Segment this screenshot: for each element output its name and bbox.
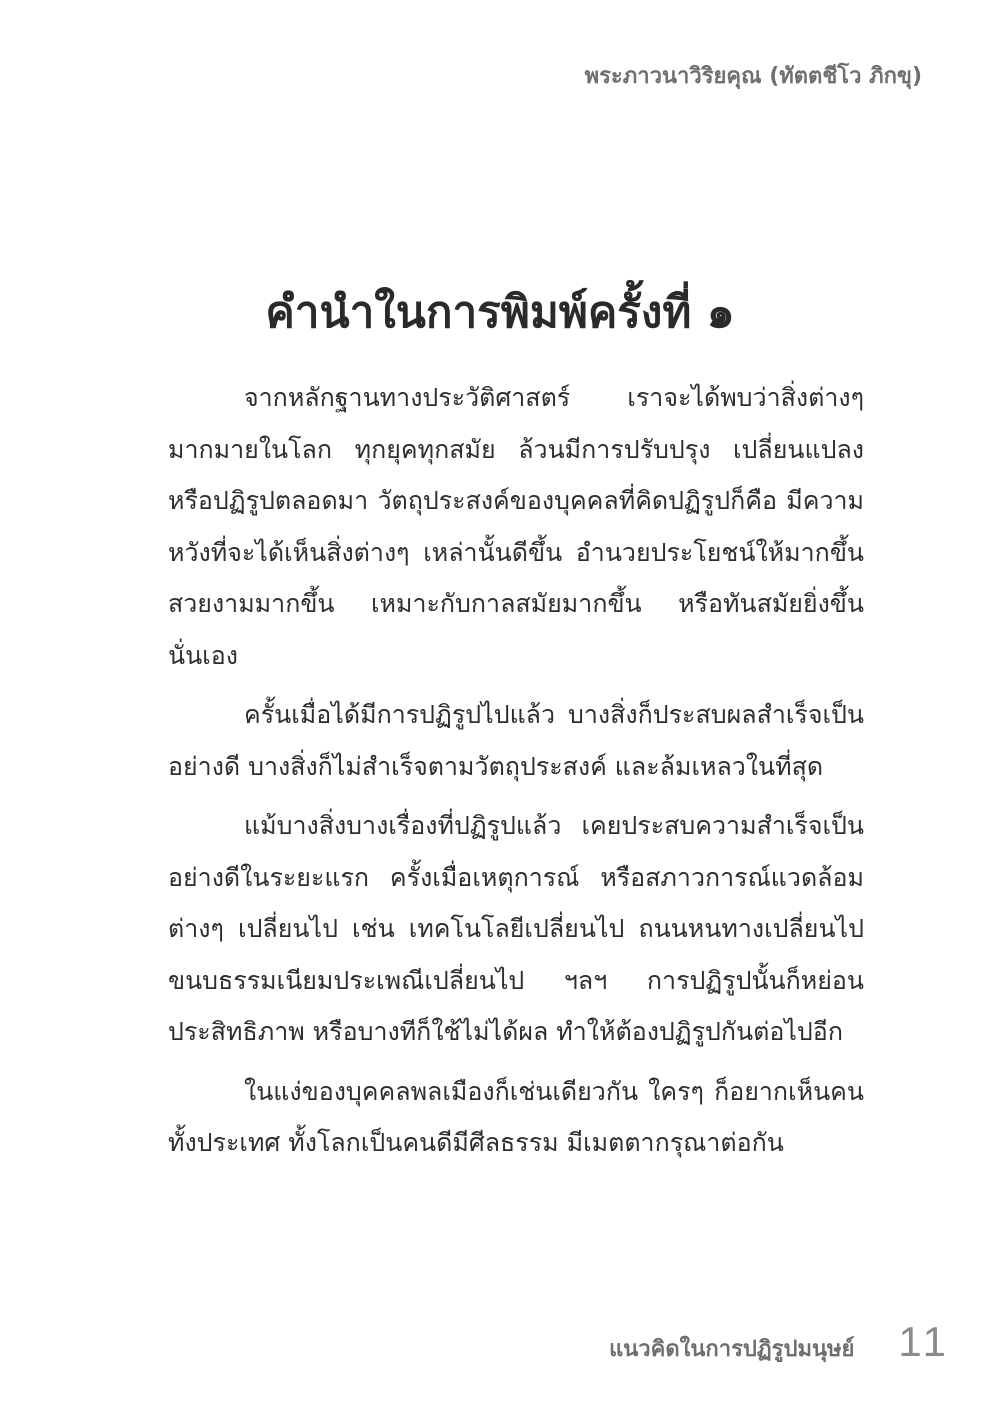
body-text bbox=[168, 372, 864, 1177]
paragraph-2: ครั้นเมื่อได้มีการปฏิรูปไปแล้ว บางสิ่งก็ประสบผลสำเร็จเป็นอย่างดี บางสิ่งก็ไม่สำเร็จตามวัตถุประสงค์ และล้มเหลวในที่สุด bbox=[168, 700, 864, 781]
paragraph-4: ในแง่ของบุคคลพลเมืองก็เช่นเดียวกัน ใครๆ ก็อยากเห็นคนทั้งประเทศ ทั้งโลกเป็นคนดีมีศีลธรรม มีเมตตากรุณาต่อกัน bbox=[168, 1076, 864, 1157]
page-title: คำนำในการพิมพ์ครั้งที่ ๑ bbox=[265, 287, 735, 339]
page-footer bbox=[609, 1318, 950, 1366]
paragraph-3: แม้บางสิ่งบางเรื่องที่ปฏิรูปแล้ว เคยประสบความสำเร็จเป็นอย่างดีในระยะแรก ครั้งเมื่อเหตุการณ์ หรือสภาวการณ์แวดล้อมต่างๆ เปลี่ยนไป เช่น เทคโนโลยีเปลี่ยนไป ถนนหนทางเปลี่ยนไป ขนบธรรมเนียมประเพณีเปลี่ยนไป ฯลฯ การปฏิรูปนั้นก็หย่อนประสิทธิภาพ หรือบางทีก็ใช้ไม่ได้ผล ทำให้ต้องปฏิรูปกันต่อไปอีก bbox=[168, 811, 864, 1046]
paragraph-1: จากหลักฐานทางประวัติศาสตร์ เราจะได้พบว่าสิ่งต่างๆ มากมายในโลก ทุกยุคทุกสมัย ล้วนมีการปรับปรุง เปลี่ยนแปลง หรือปฏิรูปตลอดมา วัตถุประสงค์ของบุคคลที่คิดปฏิรูปก็คือ มีความหวังที่จะได้เห็นสิ่งต่างๆ เหล่านั้นดีขึ้น อำนวยประโยชน์ให้มากขึ้น สวยงามมากขึ้น เหมาะกับกาลสมัยมากขึ้น หรือทันสมัยยิ่งขึ้นนั่นเอง bbox=[168, 383, 864, 670]
page-number: 11 bbox=[898, 1318, 950, 1365]
footer-book-title: แนวคิดในการปฏิรูปมนุษย์ bbox=[609, 1337, 855, 1362]
running-header-author: พระภาวนาวิริยคุณ (ทัตตชีโว ภิกขุ) bbox=[584, 64, 922, 89]
